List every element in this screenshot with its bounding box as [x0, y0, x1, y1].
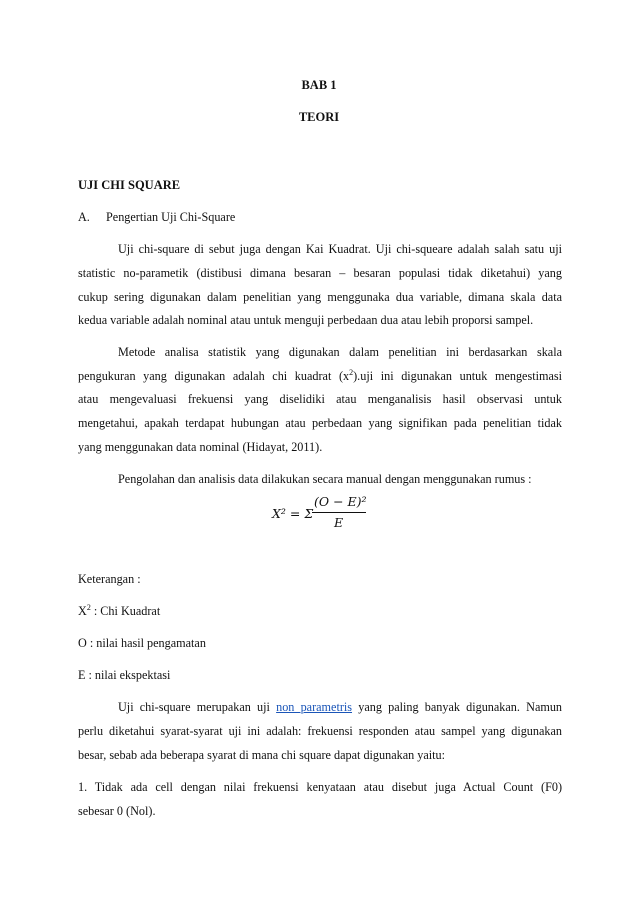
- subsection-letter: A.: [78, 210, 90, 224]
- paragraph-4-line: Uji chi-square merupakan uji non parametris yang paling banyak digunakan. Namun: [118, 700, 563, 714]
- paragraph-2-line: atau mengevaluasi frekuensi yang diselidiki atau menganalisis hasil observasi untuk: [78, 392, 562, 406]
- paragraph-2-line: mengetahui, apakah terdapat hubungan atau perbedaan yang signifikan pada penelitian tidak: [78, 416, 562, 430]
- paragraph-4-line: besar, sebab ada beberapa syarat di mana chi square dapat digunakan yaitu:: [78, 748, 446, 762]
- keterangan-title: Keterangan :: [78, 572, 141, 586]
- paragraph-1-line: statistic no-parametik (distibusi dimana besaran – besaran populasi tidak diketahui) yang: [78, 266, 562, 280]
- paragraph-2-line: pengukuran yang digunakan adalah chi kuadrat $(x^2).uji$ ini digunakan untuk mengestimasi: [78, 367, 562, 383]
- paragraph-2-line: yang menggunakan data nominal (Hidayat, 2011).: [78, 440, 323, 454]
- formula-numerator: (O − E)²: [314, 494, 367, 509]
- keterangan-x2: $X^2$ : Chi Kuadrat: [78, 602, 161, 618]
- paragraph-1-line: Uji chi-square di sebut juga dengan Kai Kuadrat. Uji chi-squeare adalah salah satu uji: [118, 242, 562, 256]
- subsection-heading: [78, 210, 562, 225]
- non-parametris-link[interactable]: non parametris: [276, 700, 353, 714]
- fraction-bar: [312, 512, 366, 513]
- formula-denominator: E: [334, 515, 344, 530]
- chapter-title: TEORI: [298, 110, 340, 124]
- section-title: UJI CHI SQUARE: [78, 178, 181, 192]
- subsection-title: Pengertian Uji Chi-Square: [106, 210, 236, 224]
- list-item-1-line: sebesar 0 (Nol).: [78, 804, 156, 818]
- formula-lhs: X² = Σ: [272, 506, 314, 521]
- paragraph-1-line: kedua variable adalah nominal atau untuk menguji perbedaan dua atau lebih proporsi sampel.: [78, 313, 534, 327]
- chapter-number: BAB 1: [301, 78, 337, 92]
- list-item-1-line: 1. Tidak ada cell dengan nilai frekuensi kenyataan atau disebut juga Actual Count (F0): [78, 780, 562, 794]
- paragraph-4-line: perlu diketahui syarat-syarat uji ini adalah: frekuensi responden atau sampel yang digunakan: [78, 724, 562, 738]
- paragraph-2-line: Metode analisa statistik yang digunakan dalam penelitian ini berdasarkan skala: [118, 345, 562, 359]
- paragraph-3: Pengolahan dan analisis data dilakukan secara manual dengan menggunakan rumus :: [118, 472, 532, 486]
- chi-square-formula: [272, 494, 382, 534]
- keterangan-o: O : nilai hasil pengamatan: [78, 636, 206, 650]
- keterangan-e: E : nilai ekspektasi: [78, 668, 171, 682]
- paragraph-1-line: cukup sering digunakan dalam penelitian yang menggunaka dua variable, dimana skala data: [78, 290, 562, 304]
